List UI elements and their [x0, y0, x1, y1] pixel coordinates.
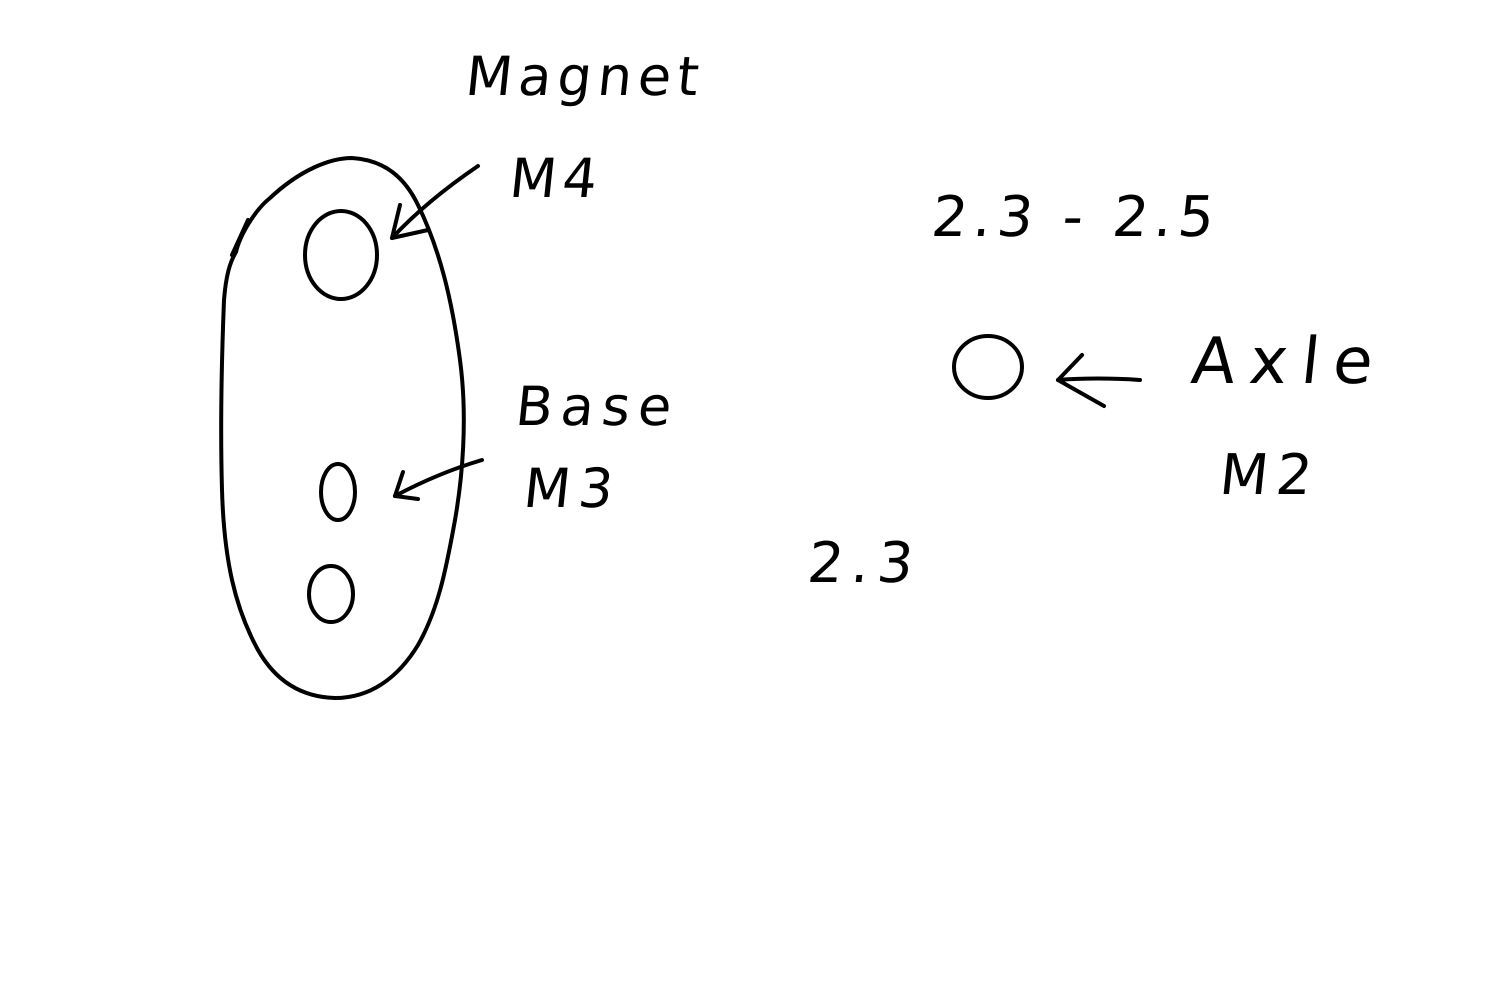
magnet-label: Magnet [462, 45, 708, 108]
axle-hole [954, 336, 1022, 398]
base-hole-lower [309, 566, 353, 622]
arrow-to-magnet-hole [392, 166, 478, 238]
magnet-hole [305, 211, 377, 299]
measurement-label: 2.3 [804, 531, 925, 596]
axle-range-label: 2.3 - 2.5 [928, 185, 1224, 250]
magnet-size-label: M4 [506, 147, 607, 210]
arrow-to-axle-hole [1058, 355, 1140, 406]
arrow-to-base-hole [395, 460, 482, 499]
outline-tick-mark [232, 220, 248, 255]
axle-size-label: M2 [1216, 443, 1324, 508]
base-size-label: M3 [520, 457, 625, 520]
base-label: Base [512, 375, 683, 438]
axle-label: Axle [1188, 325, 1391, 399]
base-hole-upper [321, 464, 355, 520]
